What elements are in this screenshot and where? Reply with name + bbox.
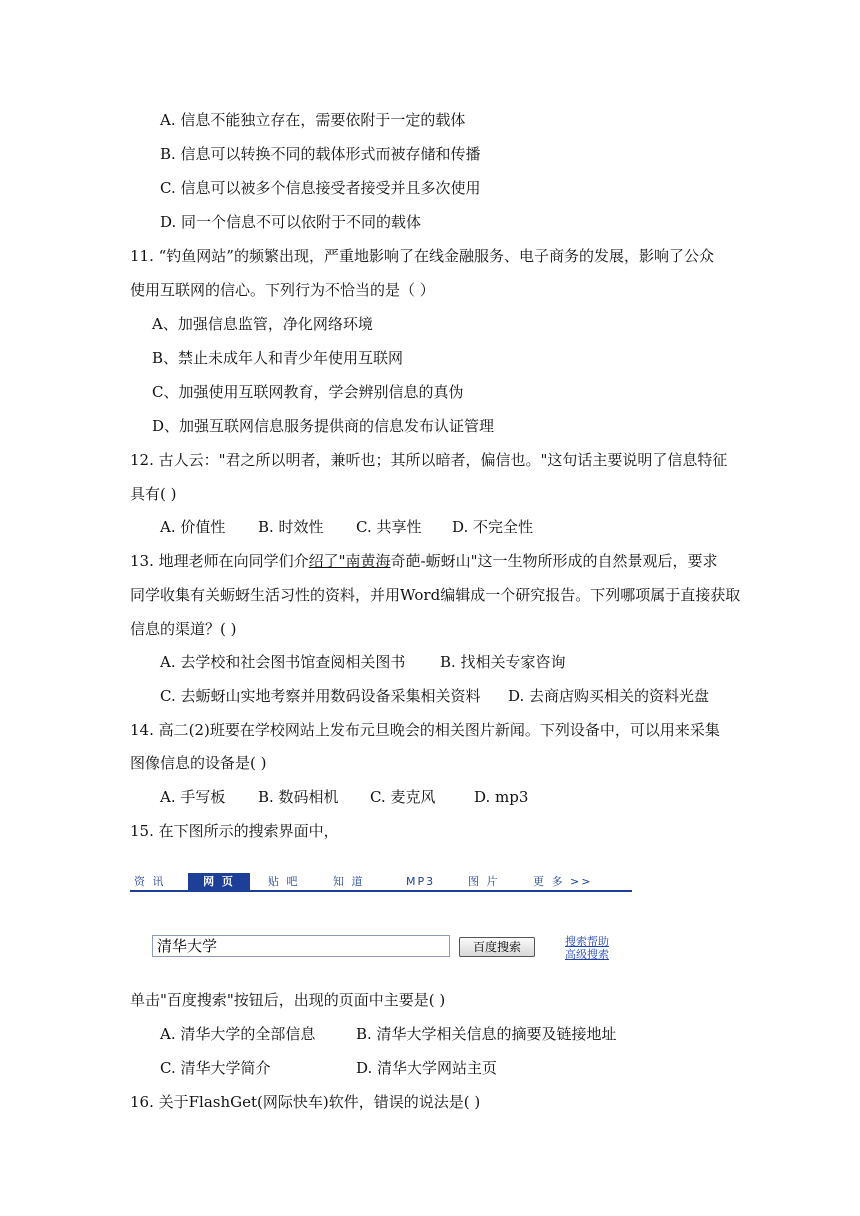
q14-option-a: A. 手写板 bbox=[160, 788, 226, 806]
q12-stem-line2: 具有( ) bbox=[130, 485, 177, 503]
tab-zhidao[interactable]: 知 道 bbox=[333, 875, 365, 888]
q14-stem-line2: 图像信息的设备是( ) bbox=[130, 754, 267, 772]
advanced-search-link[interactable]: 高级搜索 bbox=[565, 948, 609, 961]
q10-option-a: A. 信息不能独立存在，需要依附于一定的载体 bbox=[160, 111, 466, 129]
q13-option-c: C. 去蛎蚜山实地考察并用数码设备采集相关资料 bbox=[160, 687, 481, 705]
q11-option-c: C、加强使用互联网教育，学会辨别信息的真伪 bbox=[152, 383, 464, 401]
tab-webpage[interactable]: 网 页 bbox=[188, 873, 250, 890]
q12-option-b: B. 时效性 bbox=[258, 518, 324, 536]
q11-option-b: B、禁止未成年人和青少年使用互联网 bbox=[152, 349, 404, 367]
q15-option-b: B. 清华大学相关信息的摘要及链接地址 bbox=[356, 1025, 617, 1043]
q11-stem-line1: 11. “钓鱼网站”的频繁出现，严重地影响了在线金融服务、电子商务的发展，影响了公众 bbox=[130, 247, 714, 265]
q13-stem-line1 bbox=[130, 551, 718, 571]
baidu-search-button[interactable]: 百度搜索 bbox=[459, 937, 535, 957]
q13-stem-part1: 13. 地理老师在向同学们介 bbox=[130, 552, 309, 570]
q12-option-a: A. 价值性 bbox=[160, 518, 226, 536]
q10-option-b: B. 信息可以转换不同的载体形式而被存储和传播 bbox=[160, 145, 481, 163]
q13-stem-underlined: 绍了"南黄海 bbox=[308, 552, 391, 570]
q12-option-d: D. 不完全性 bbox=[452, 518, 534, 536]
tab-tieba[interactable]: 贴 吧 bbox=[268, 875, 300, 888]
q13-option-a: A. 去学校和社会图书馆查阅相关图书 bbox=[160, 653, 406, 671]
tab-images[interactable]: 图 片 bbox=[468, 875, 500, 888]
search-help-link[interactable]: 搜索帮助 bbox=[565, 935, 609, 948]
q14-stem-line1: 14. 高二(2)班要在学校网站上发布元旦晚会的相关图片新闻。下列设备中，可以用来采集 bbox=[130, 721, 720, 739]
q11-option-d: D、加强互联网信息服务提供商的信息发布认证管理 bbox=[152, 417, 495, 435]
q12-stem-line1: 12. 古人云："君之所以明者，兼听也；其所以暗者，偏信也。"这句话主要说明了信息特征 bbox=[130, 451, 728, 469]
q10-option-d: D. 同一个信息不可以依附于不同的载体 bbox=[160, 213, 422, 231]
q15-option-a: A. 清华大学的全部信息 bbox=[160, 1025, 316, 1043]
q13-option-b: B. 找相关专家咨询 bbox=[440, 653, 566, 671]
q13-stem-line2: 同学收集有关蛎蚜生活习性的资料，并用Word编辑成一个研究报告。下列哪项属于直接获取 bbox=[130, 586, 741, 604]
q11-option-a: A、加强信息监管，净化网络环境 bbox=[152, 315, 373, 333]
q15-option-c: C. 清华大学简介 bbox=[160, 1059, 271, 1077]
q13-stem-line3: 信息的渠道？( ) bbox=[130, 620, 237, 638]
tab-news[interactable]: 资 讯 bbox=[134, 875, 166, 888]
q12-option-c: C. 共享性 bbox=[356, 518, 422, 536]
q14-option-d: D. mp3 bbox=[474, 788, 529, 806]
tab-mp3[interactable]: MP3 bbox=[406, 875, 436, 888]
q15-stem-line2: 单击"百度搜索"按钮后，出现的页面中主要是( ) bbox=[130, 991, 446, 1009]
q11-stem-line2: 使用互联网的信心。下列行为不恰当的是（ ） bbox=[130, 281, 435, 299]
q16-stem-line1: 16. 关于FlashGet(网际快车)软件，错误的说法是( ) bbox=[130, 1093, 481, 1111]
q14-option-b: B. 数码相机 bbox=[258, 788, 339, 806]
q15-stem-line1: 15. 在下图所示的搜索界面中， bbox=[130, 822, 339, 840]
search-input[interactable]: 清华大学 bbox=[152, 935, 450, 957]
search-figure-tab-bar bbox=[130, 873, 632, 892]
q13-stem-part2: 奇葩-蛎蚜山"这一生物所形成的自然景观后，要求 bbox=[390, 552, 718, 570]
q15-option-d: D. 清华大学网站主页 bbox=[356, 1059, 498, 1077]
tab-more[interactable]: 更 多 >> bbox=[533, 875, 593, 888]
q10-option-c: C. 信息可以被多个信息接受者接受并且多次使用 bbox=[160, 179, 481, 197]
q14-option-c: C. 麦克风 bbox=[370, 788, 436, 806]
q13-option-d: D. 去商店购买相关的资料光盘 bbox=[508, 687, 710, 705]
